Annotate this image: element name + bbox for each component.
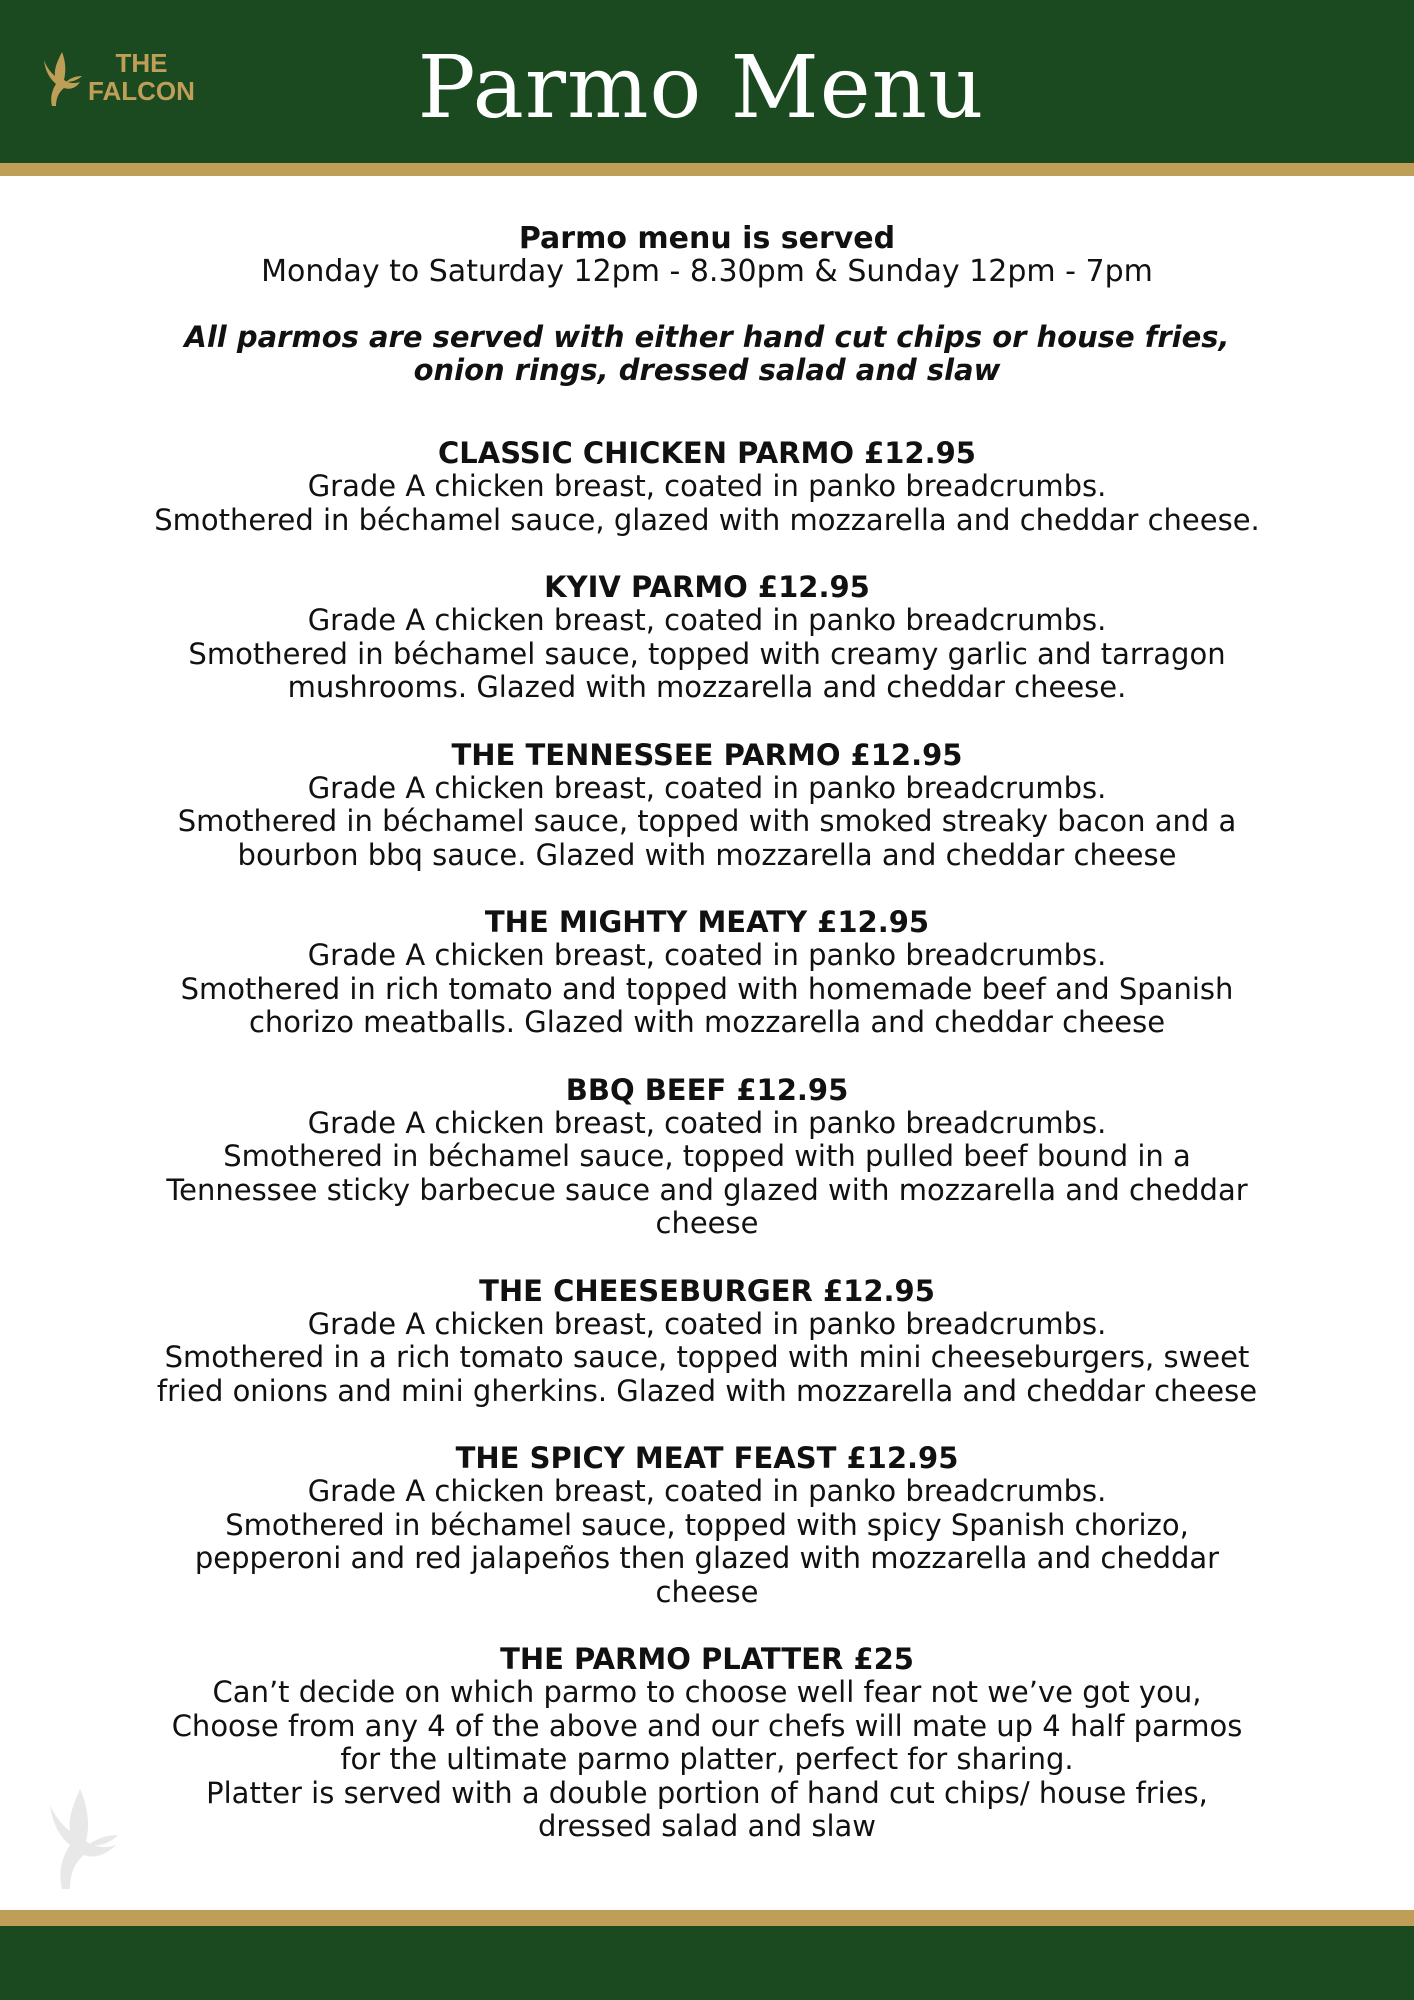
page-title-wrapper — [0, 28, 1414, 148]
menu-item-name: KYIV PARMO £12.95 — [544, 570, 870, 604]
menu-item-mighty-meaty — [110, 906, 1304, 1040]
menu-item-name: BBQ BEEF £12.95 — [565, 1072, 849, 1107]
description-line: Smothered in béchamel sauce, topped with pulled beef bound in a — [223, 1139, 1191, 1173]
description-line: Grade A chicken breast, coated in panko breadcrumbs. — [307, 1474, 1107, 1508]
description-line: Smothered in béchamel sauce, topped with creamy garlic and tarragon — [188, 636, 1226, 671]
description-line: Smothered in béchamel sauce, topped with smoked streaky bacon and a — [177, 804, 1237, 838]
description-line: Can’t decide on which parmo to choose well fear not we’ve got you, — [212, 1675, 1202, 1709]
serving-note-line: All parmos are served with either hand cut chips or house fries, — [184, 320, 1230, 354]
menu-item-description — [110, 772, 1304, 873]
description-line: Smothered in béchamel sauce, topped with spicy Spanish chorizo, — [225, 1507, 1189, 1542]
menu-item-name: THE SPICY MEAT FEAST £12.95 — [455, 1441, 959, 1475]
description-line: Choose from any 4 of the above and our chefs will mate up 4 half parmos — [171, 1708, 1243, 1743]
page-title: Parmo Menu — [417, 38, 985, 138]
description-line: Smothered in béchamel sauce, glazed with mozzarella and cheddar cheese. — [154, 502, 1260, 537]
hours-text: Monday to Saturday 12pm - 8.30pm & Sunday 12pm - 7pm — [261, 254, 1153, 289]
description-line: chorizo meatballs. Glazed with mozzarella and cheddar cheese — [248, 1005, 1166, 1039]
header-banner — [0, 0, 1414, 163]
description-line: Grade A chicken breast, coated in panko breadcrumbs. — [307, 469, 1107, 503]
menu-item-name: CLASSIC CHICKEN PARMO £12.95 — [437, 436, 976, 470]
footer-banner — [0, 1926, 1414, 2000]
description-line: fried onions and mini gherkins. Glazed with mozzarella and cheddar cheese — [156, 1373, 1258, 1408]
menu-item-description — [110, 1107, 1304, 1241]
hours-heading: Parmo menu is served — [518, 221, 896, 256]
description-line: Grade A chicken breast, coated in panko breadcrumbs. — [307, 1105, 1107, 1140]
description-line: Platter is served with a double portion of hand cut chips/ house fries, — [206, 1775, 1208, 1810]
menu-item-description — [110, 470, 1304, 537]
serving-note-line: onion rings, dressed salad and slaw — [413, 353, 1001, 387]
menu-item-name: THE CHEESEBURGER £12.95 — [479, 1273, 935, 1308]
menu-item-bbq-beef — [110, 1074, 1304, 1241]
description-line: dressed salad and slaw — [538, 1809, 876, 1843]
menu-item-cheeseburger — [110, 1275, 1304, 1409]
description-line: Tennessee sticky barbecue sauce and glazed with mozzarella and cheddar — [166, 1172, 1248, 1207]
menu-items — [110, 437, 1304, 1844]
menu-item-name: THE PARMO PLATTER £25 — [500, 1642, 914, 1676]
description-line: for the ultimate parmo platter, perfect for sharing. — [340, 1742, 1074, 1776]
description-line: cheese — [655, 1574, 759, 1609]
description-line: bourbon bbq sauce. Glazed with mozzarella and cheddar cheese — [237, 837, 1177, 872]
menu-item-description — [110, 604, 1304, 705]
description-line: mushrooms. Glazed with mozzarella and cheddar cheese. — [287, 670, 1127, 704]
menu-item-spicy-meat-feast — [110, 1442, 1304, 1609]
footer-gold-stripe — [0, 1910, 1414, 1926]
description-line: Grade A chicken breast, coated in panko breadcrumbs. — [307, 603, 1107, 637]
logo-line-falcon: FALCON — [88, 76, 195, 106]
description-line: cheese — [655, 1206, 759, 1240]
menu-content — [110, 222, 1304, 1878]
header-gold-stripe — [0, 163, 1414, 176]
description-line: Grade A chicken breast, coated in panko breadcrumbs. — [307, 938, 1107, 972]
menu-item-tennessee-parmo — [110, 739, 1304, 873]
menu-item-description — [110, 1676, 1304, 1844]
menu-item-kyiv-parmo — [110, 571, 1304, 705]
menu-item-name: THE TENNESSEE PARMO £12.95 — [451, 737, 963, 772]
menu-item-description — [110, 939, 1304, 1040]
menu-item-classic-chicken-parmo — [110, 437, 1304, 537]
falcon-watermark-icon — [40, 1785, 122, 1895]
description-line: Grade A chicken breast, coated in panko breadcrumbs. — [307, 1306, 1107, 1341]
menu-item-name: THE MIGHTY MEATY £12.95 — [484, 905, 930, 939]
description-line: Grade A chicken breast, coated in panko breadcrumbs. — [307, 770, 1107, 805]
description-line: Smothered in a rich tomato sauce, topped with mini cheeseburgers, sweet — [164, 1340, 1250, 1374]
serving-note — [110, 321, 1304, 387]
menu-item-description — [110, 1475, 1304, 1609]
menu-item-parmo-platter — [110, 1643, 1304, 1844]
description-line: Smothered in rich tomato and topped with homemade beef and Spanish — [180, 971, 1234, 1006]
logo-line-the: THE — [115, 48, 168, 78]
menu-item-description — [110, 1308, 1304, 1409]
description-line: pepperoni and red jalapeños then glazed with mozzarella and cheddar — [194, 1541, 1220, 1575]
